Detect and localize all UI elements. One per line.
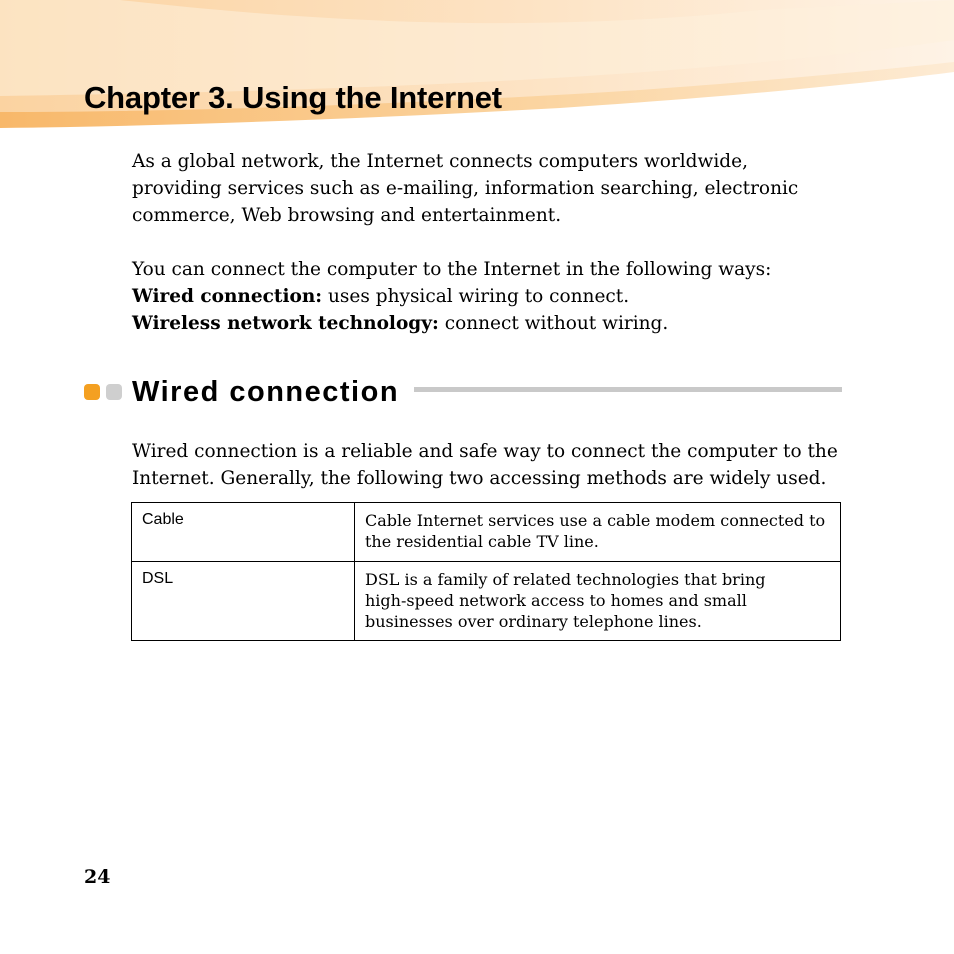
intro-line: providing services such as e-mailing, information searching, electronic — [132, 178, 799, 199]
header-banner — [0, 0, 954, 140]
method-cell: Cable — [132, 503, 355, 562]
gray-bullet-icon — [106, 384, 122, 400]
way-item-wired — [132, 283, 852, 310]
way-term: Wireless network technology: — [132, 313, 439, 334]
description-line: Cable Internet services use a cable modem connected to — [365, 511, 826, 530]
table-row — [132, 503, 841, 562]
description-cell — [355, 562, 841, 641]
description-line: DSL is a family of related technologies that bring — [365, 570, 766, 589]
access-methods-table — [131, 502, 841, 641]
description-line: high-speed network access to homes and small — [365, 591, 747, 610]
page-number: 24 — [84, 866, 111, 888]
section-heading — [84, 374, 842, 410]
section-title: Wired connection — [132, 376, 400, 408]
section-rule — [414, 387, 842, 392]
description-line: businesses over ordinary telephone lines. — [365, 612, 702, 631]
orange-bullet-icon — [84, 384, 100, 400]
connection-ways — [132, 256, 852, 337]
ways-intro: You can connect the computer to the Internet in the following ways: — [132, 259, 772, 280]
description-cell — [355, 503, 841, 562]
way-desc: uses physical wiring to connect. — [328, 286, 630, 307]
description-line: the residential cable TV line. — [365, 532, 599, 551]
chapter-title: Chapter 3. Using the Internet — [84, 80, 502, 115]
table-row — [132, 562, 841, 641]
intro-line: commerce, Web browsing and entertainment. — [132, 205, 562, 226]
wired-paragraph — [132, 438, 852, 492]
intro-paragraph — [132, 148, 852, 229]
intro-line: As a global network, the Internet connects computers worldwide, — [132, 151, 748, 172]
way-item-wireless — [132, 310, 852, 337]
wired-line: Internet. Generally, the following two accessing methods are widely used. — [132, 468, 827, 489]
way-term: Wired connection: — [132, 286, 323, 307]
method-cell: DSL — [132, 562, 355, 641]
way-desc: connect without wiring. — [444, 313, 669, 334]
wired-line: Wired connection is a reliable and safe way to connect the computer to the — [132, 441, 838, 462]
